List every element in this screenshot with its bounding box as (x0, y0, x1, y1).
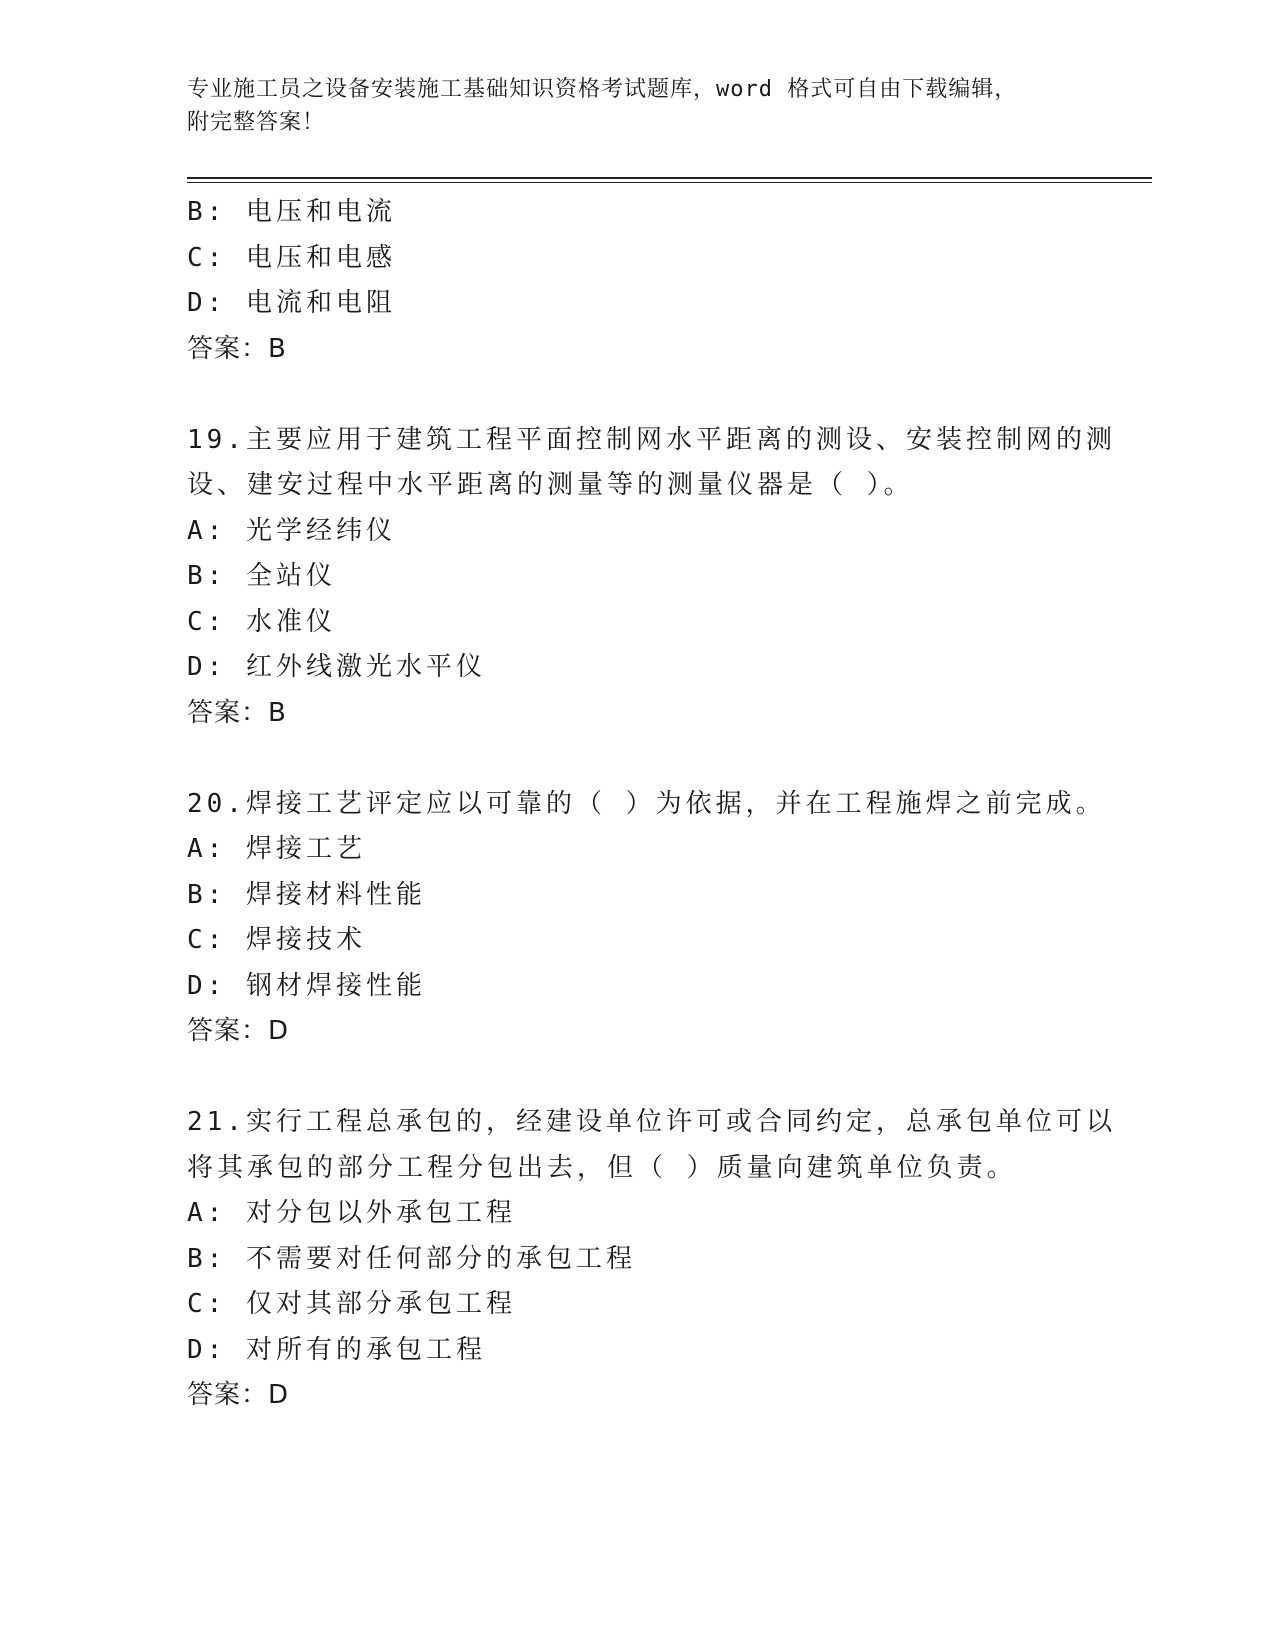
answer: 答案：D (187, 1380, 290, 1410)
question-list (187, 190, 1152, 1419)
answer: 答案：B (187, 697, 287, 728)
option-c: C: 水准仪 (187, 606, 336, 637)
answer: 答案：B (187, 333, 287, 364)
header-divider-thick (187, 177, 1152, 179)
option-d: D: 对所有的承包工程 (187, 1334, 486, 1365)
option-c: C: 电压和电感 (187, 242, 396, 273)
option-c: C: 焊接技术 (187, 925, 366, 955)
option-c: C: 仅对其部分承包工程 (187, 1289, 516, 1319)
header-line-2: 附完整答案！ (187, 110, 326, 135)
question-18-tail (187, 190, 1152, 372)
question-stem-line-1: 19.主要应用于建筑工程平面控制网水平距离的测设、安装控制网的测 (187, 424, 1116, 455)
option-d: D: 红外线激光水平仪 (187, 652, 486, 682)
option-b: B: 焊接材料性能 (187, 879, 426, 910)
option-b: B: 全站仪 (187, 561, 336, 591)
question-19 (187, 418, 1152, 737)
header-line-1: 专业施工员之设备安装施工基础知识资格考试题库，word 格式可自由下载编辑， (187, 77, 1018, 102)
question-stem-line-1: 20.焊接工艺评定应以可靠的（ ）为依据，并在工程施焊之前完成。 (187, 788, 1106, 819)
question-gap (187, 1055, 1152, 1101)
option-d: D: 电流和电阻 (187, 288, 396, 318)
option-b: B: 电压和电流 (187, 197, 396, 227)
option-a: A: 光学经纬仪 (187, 515, 396, 546)
question-21 (187, 1100, 1152, 1419)
option-a: A: 焊接工艺 (187, 834, 366, 864)
question-20 (187, 782, 1152, 1055)
option-a: A: 对分包以外承包工程 (187, 1198, 516, 1228)
answer: 答案：D (187, 1016, 290, 1046)
document-header (187, 73, 1067, 139)
option-d: D: 钢材焊接性能 (187, 970, 426, 1001)
question-stem-line-2: 设、建安过程中水平距离的测量等的测量仪器是（ ）。 (187, 470, 914, 500)
question-stem-line-1: 21.实行工程总承包的，经建设单位许可或合同约定，总承包单位可以 (187, 1107, 1116, 1137)
option-b: B: 不需要对任何部分的承包工程 (187, 1243, 636, 1274)
question-gap (187, 736, 1152, 782)
question-gap (187, 372, 1152, 418)
header-divider-thin (187, 182, 1152, 183)
document-page (187, 0, 1152, 1650)
question-stem-line-2: 将其承包的部分工程分包出去，但（ ）质量向建筑单位负责。 (187, 1152, 1017, 1183)
